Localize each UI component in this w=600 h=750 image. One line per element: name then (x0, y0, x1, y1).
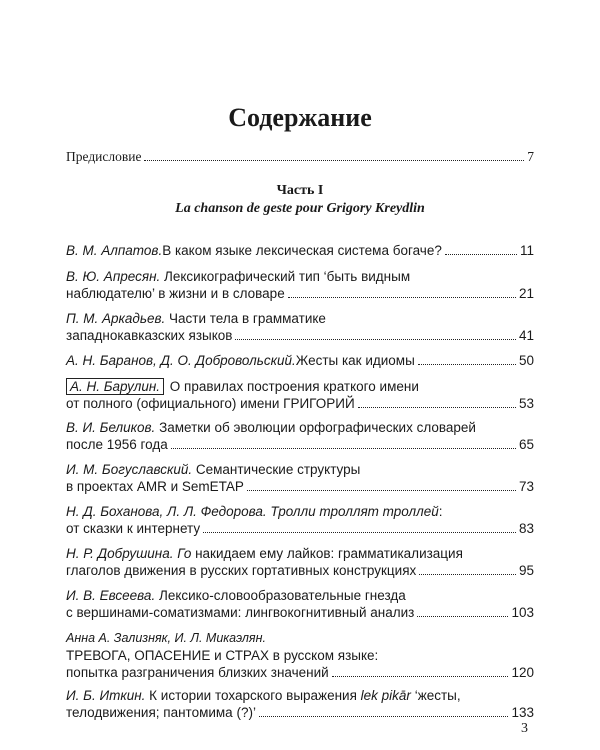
entry-title-cont: глаголов движения в русских гортативных конструкциях (66, 563, 417, 578)
toc-entry[interactable] (66, 587, 534, 621)
dot-leader (288, 297, 516, 298)
page-ref: 133 (511, 705, 534, 720)
entry-title-cont: в проектах AMR и SemETAP (66, 479, 244, 494)
dot-leader (144, 160, 524, 161)
entry-title-cont: после 1956 года (66, 437, 168, 452)
toc-entry[interactable] (66, 310, 534, 344)
dot-leader (203, 532, 516, 533)
toc-entry[interactable] (66, 629, 534, 681)
entry-title-cont: телодвижения; пантомима (?)’ (66, 705, 256, 720)
page-ref: 95 (518, 563, 534, 578)
page-ref: 50 (518, 353, 534, 368)
toc-entry[interactable] (66, 461, 534, 495)
entry-title: Части тела в грамматике (165, 311, 326, 326)
entry-author: Анна А. Зализняк, И. Л. Микаэлян. (66, 631, 266, 645)
page-ref: 21 (518, 286, 534, 301)
toc-entry-preface[interactable] (66, 148, 534, 165)
dot-leader (419, 574, 516, 575)
page-ref: 53 (518, 396, 534, 411)
entry-title: Заметки об эволюции орфографических словарей (155, 420, 476, 435)
toc-entry[interactable] (66, 268, 534, 302)
entry-title: ТРЕВОГА, ОПАСЕНИЕ и СТРАХ в русском языке: (66, 648, 379, 663)
entry-author: Н. Р. Добрушина. (66, 546, 174, 561)
entry-title-italic: Го (173, 546, 192, 561)
toc-entry[interactable] (66, 352, 534, 369)
entry-title-italic: lek pikār (360, 688, 411, 703)
entry-title: Лексикографический тип ‘быть видным (160, 269, 411, 284)
dot-leader (259, 716, 509, 717)
page-number: 3 (521, 721, 528, 736)
page-ref: 120 (511, 665, 534, 680)
entry-author: В. И. Беликов. (66, 420, 156, 435)
entry-title: Жесты как идиомы (295, 353, 415, 368)
part-title: La chanson de geste pour Grigory Kreydlin (175, 201, 425, 216)
dot-leader (235, 339, 515, 340)
entry-author: Н. Д. Боханова, Л. Л. Федорова. (66, 504, 267, 519)
page-ref: 83 (518, 521, 534, 536)
page-ref: 65 (518, 437, 534, 452)
entry-title: Лексико-словообразовательные гнезда (155, 588, 406, 603)
entry-author: И. В. Евсеева. (66, 588, 156, 603)
entry-title: накидаем ему лайков: грамматикализация (191, 546, 463, 561)
toc-entry[interactable] (66, 687, 534, 721)
entry-title: ‘жесты, (410, 688, 461, 703)
entry-title-cont: от полного (официального) имени ГРИГОРИЙ (66, 396, 355, 411)
entry-title-cont: от сказки к интернету (66, 521, 201, 536)
part-number: Часть I (276, 183, 324, 198)
entry-author: В. М. Алпатов. (66, 243, 163, 258)
entry-author: И. М. Богуславский. (66, 462, 193, 477)
dot-leader (247, 490, 516, 491)
entry-title-cont: попытка разграничения близких значений (66, 665, 329, 680)
entry-author: П. М. Аркадьев. (66, 311, 166, 326)
dot-leader (445, 254, 517, 255)
entry-title: В каком языке лексическая система богаче? (162, 243, 442, 258)
entry-title: К истории тохарского выражения (145, 688, 361, 703)
dot-leader (332, 676, 509, 677)
entry-author: А. Н. Барулин. (66, 378, 164, 395)
entry-title: О правилах построения краткого имени (166, 379, 419, 394)
page-ref: 73 (518, 479, 534, 494)
toc-entry[interactable] (66, 503, 534, 537)
entry-title: : (438, 504, 443, 519)
preface-label: Предисловие (66, 149, 142, 164)
entry-title-cont: наблюдателю’ в жизни и в словаре (66, 286, 285, 301)
page-title: Содержание (228, 103, 372, 132)
page-ref: 41 (518, 328, 534, 343)
entry-title: Семантические структуры (192, 462, 361, 477)
entry-title-cont: западнокавказских языков (66, 328, 233, 343)
entry-title-italic: Тролли троллят троллей (266, 504, 439, 519)
page-ref: 7 (527, 149, 534, 164)
page-ref: 11 (519, 243, 534, 258)
toc-entry[interactable] (66, 242, 534, 259)
dot-leader (171, 448, 516, 449)
toc-entry[interactable] (66, 545, 534, 579)
entry-author: В. Ю. Апресян. (66, 269, 161, 284)
entry-author: И. Б. Иткин. (66, 688, 146, 703)
entry-title-cont: с вершинами-соматизмами: лингвокогнитивный анализ (66, 605, 415, 620)
toc-entry[interactable] (66, 419, 534, 453)
dot-leader (418, 364, 516, 365)
dot-leader (417, 616, 508, 617)
dot-leader (358, 407, 516, 408)
entry-author: А. Н. Баранов, Д. О. Добровольский. (66, 353, 296, 368)
page-ref: 103 (511, 605, 534, 620)
toc-entry[interactable] (66, 378, 534, 412)
